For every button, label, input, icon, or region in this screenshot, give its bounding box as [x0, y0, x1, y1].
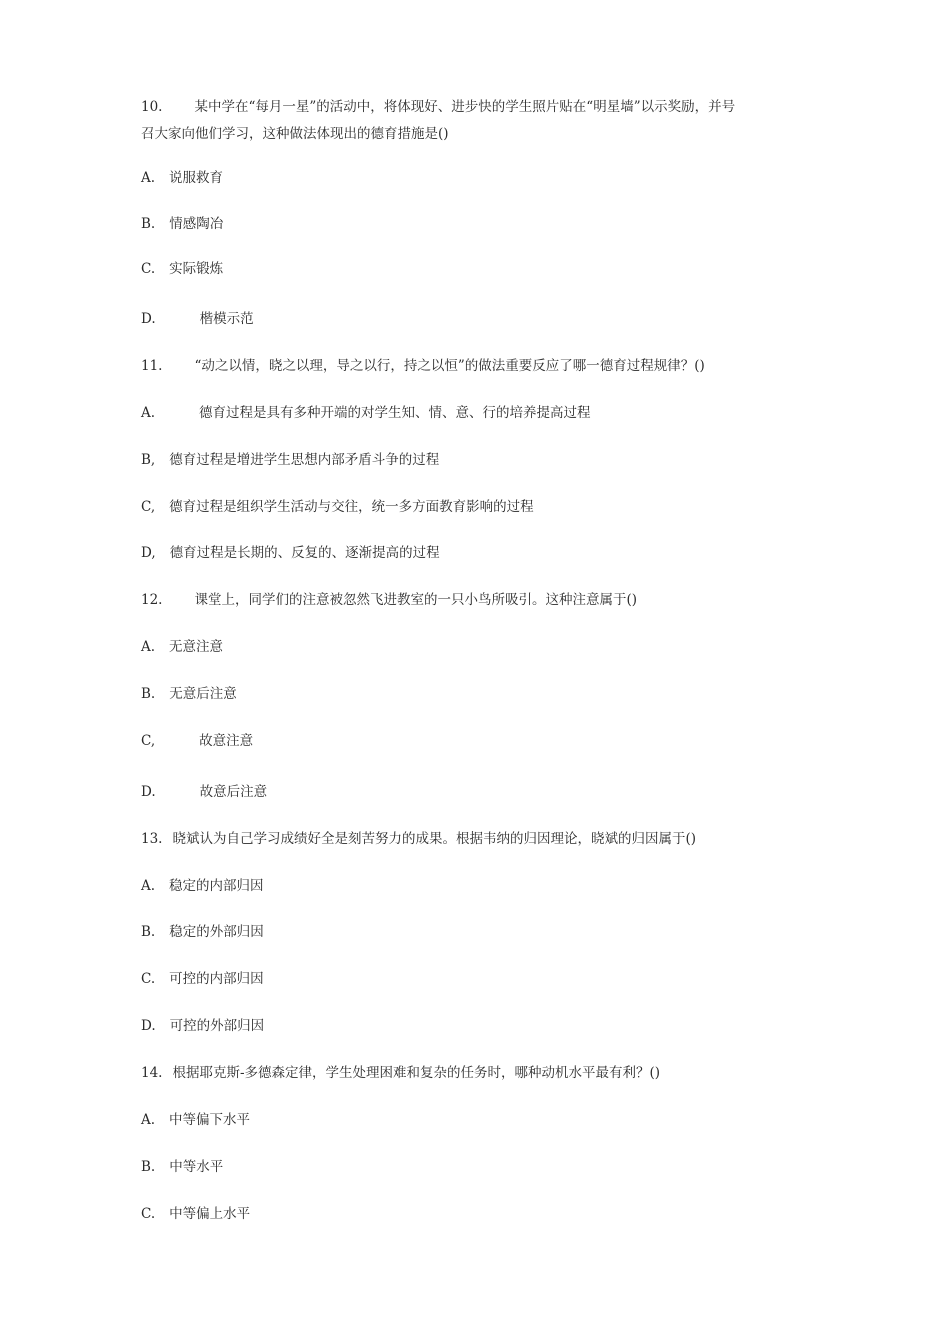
question-10-line-1 [141, 97, 735, 117]
question-text: 根据耶克斯-多德森定律，学生处理困难和复杂的任务时，哪种动机水平最有利？() [172, 1065, 661, 1081]
option-letter: B, [141, 452, 156, 468]
option-text: 可控的内部归因 [169, 971, 264, 987]
option-text: 中等水平 [169, 1159, 224, 1175]
option-10-a [141, 168, 223, 188]
option-10-b [141, 214, 223, 234]
option-text: 楷模示范 [199, 311, 254, 327]
option-letter: B. [141, 924, 156, 940]
question-number: 14. [141, 1065, 163, 1081]
option-11-a [141, 403, 591, 423]
option-letter: D, [141, 545, 156, 561]
option-letter: B. [141, 216, 156, 232]
option-text: 中等偏上水平 [169, 1206, 251, 1222]
option-letter: C. [141, 1206, 156, 1222]
option-14-c [141, 1204, 250, 1224]
question-10-line-2 [141, 124, 449, 144]
option-10-c [141, 259, 223, 279]
option-13-c [141, 969, 264, 989]
option-letter: C, [141, 499, 156, 515]
option-letter: A. [141, 639, 156, 655]
option-letter: D. [141, 1018, 156, 1034]
option-14-a [141, 1110, 250, 1130]
option-letter: C. [141, 261, 156, 277]
question-14-line-1 [141, 1063, 660, 1083]
option-text: 稳定的内部归因 [169, 878, 264, 894]
question-11-line-1 [141, 356, 705, 376]
question-number: 12. [141, 592, 163, 608]
option-letter: C, [141, 733, 156, 749]
option-text: 故意注意 [199, 733, 254, 749]
option-text: 说服救育 [169, 170, 224, 186]
option-text: 可控的外部归因 [169, 1018, 265, 1034]
option-text: 情感陶冶 [169, 216, 224, 232]
option-letter: A. [141, 170, 156, 186]
option-text: 无意注意 [169, 639, 224, 655]
question-number: 10. [141, 99, 163, 115]
option-text: 中等偏下水平 [169, 1112, 251, 1128]
option-11-d [141, 543, 440, 563]
option-12-c [141, 731, 253, 751]
question-text: 某中学在“每月一星”的活动中，将体现好、进步快的学生照片贴在“明星墙”以示奖励，并号 [194, 99, 736, 115]
question-text: 课堂上，同学们的注意被忽然飞进教室的一只小鸟所吸引。这种注意属于() [194, 592, 638, 608]
option-text: 德育过程是长期的、反复的、逐渐提高的过程 [169, 545, 440, 561]
question-text: 晓斌认为自己学习成绩好全是刻苦努力的成果。根据韦纳的归因理论，晓斌的归因属于() [172, 831, 697, 847]
option-12-a [141, 637, 223, 657]
option-11-c [141, 497, 534, 517]
option-letter: A. [141, 878, 156, 894]
option-10-d [141, 309, 254, 329]
option-letter: D. [141, 784, 156, 800]
option-text: 稳定的外部归因 [169, 924, 264, 940]
option-letter: A. [141, 405, 156, 421]
option-12-d [141, 782, 267, 802]
option-text: 德育过程是组织学生活动与交往，统一多方面教育影响的过程 [169, 499, 534, 515]
option-letter: D. [141, 311, 156, 327]
option-text: 故意后注意 [199, 784, 268, 800]
question-number: 11. [141, 358, 163, 374]
option-letter: B. [141, 686, 156, 702]
question-12-line-1 [141, 590, 637, 610]
option-letter: A. [141, 1112, 156, 1128]
option-text: 无意后注意 [169, 686, 237, 702]
option-13-b [141, 922, 264, 942]
option-11-b [141, 450, 439, 470]
option-letter: C. [141, 971, 156, 987]
option-12-b [141, 684, 237, 704]
option-14-b [141, 1157, 223, 1177]
question-13-line-1 [141, 829, 696, 849]
option-13-a [141, 876, 264, 896]
question-number: 13. [141, 831, 163, 847]
question-text: “动之以情，晓之以理，导之以行，持之以恒”的做法重要反应了哪一德育过程规律？() [194, 358, 705, 374]
question-text: 召大家向他们学习，这种做法体现出的德育措施是() [141, 126, 449, 142]
option-text: 实际锻炼 [169, 261, 224, 277]
option-13-d [141, 1016, 264, 1036]
option-letter: B. [141, 1159, 156, 1175]
option-text: 德育过程是具有多种开端的对学生知、情、意、行的培养提高过程 [199, 405, 591, 421]
option-text: 德育过程是增进学生思想内部矛盾斗争的过程 [169, 452, 440, 468]
